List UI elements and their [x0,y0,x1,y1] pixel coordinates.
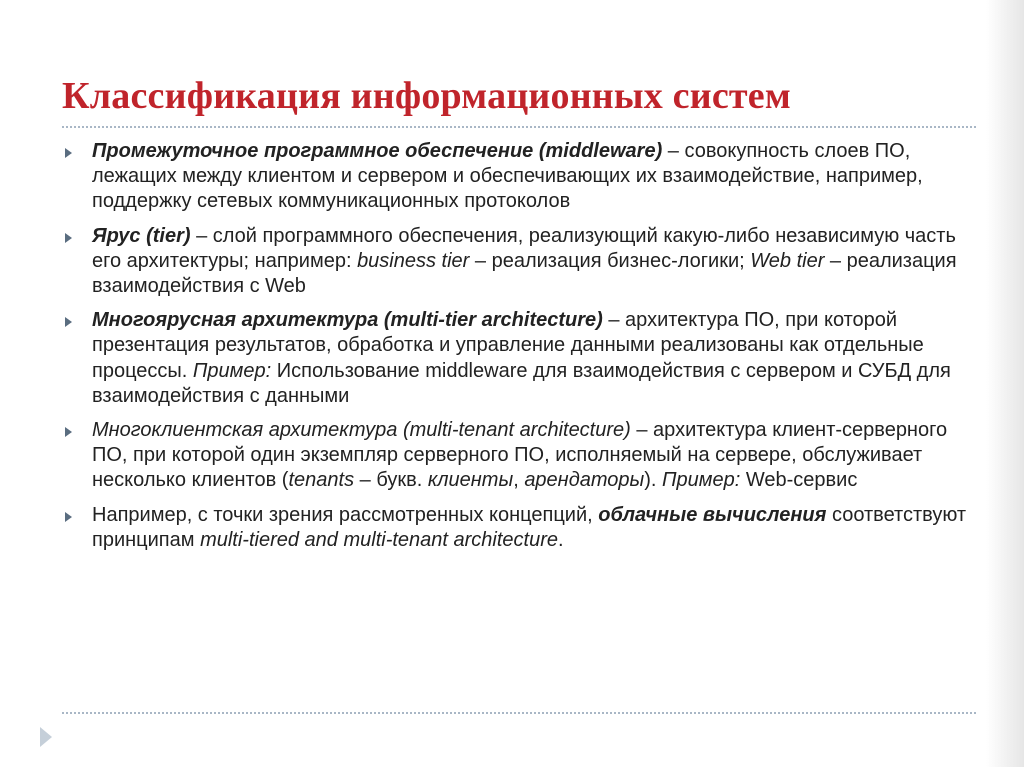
bullet-item [62,224,972,300]
bullet-text-run [598,504,826,526]
footer-divider [62,712,976,714]
bullet-arrow-icon [65,317,72,327]
bullet-text-run: Пример: [662,469,741,492]
bullet-arrow-icon [65,233,72,243]
bullet-arrow-icon [65,148,72,158]
slide-title: Классификация информационных систем [62,75,791,117]
bullet-text-run: Многоярусная архитектура (multi-tier architecture) [92,309,603,332]
slide-edge-shadow [986,0,1024,767]
bullet-text-run: , [513,469,525,492]
bullet-text-run: – букв. [354,469,428,492]
bullet-arrow-icon [65,427,72,437]
bullet-text-run: – слой программного обеспечения, реализующий какую-либо независимую часть его архитектуры; например: [92,224,956,272]
bullet-item [62,308,972,409]
bullet-text-run: business tier [357,249,470,272]
bullet-text-run: – реализация бизнес-логики; [469,249,751,272]
bullet-text-run [92,225,191,247]
bullet-list [62,139,972,562]
bullet-text-run: Ярус (tier) [92,224,191,247]
bullet-text-run [92,140,662,162]
bullet-item [62,418,972,494]
bullet-text-run: – архитектура ПО, при которой презентация результатов, обработка и управление данными реализованы как отдельные процессы. [92,309,924,382]
bullet-text-run: multi-tiered and multi-tenant architecture [200,528,559,551]
bullet-text-run: – совокупность слоев ПО, лежащих между клиентом и сервером и обеспечивающих их взаимодействие, например, поддержку сетевых коммуникационных протоколов [92,140,923,213]
bullet-item [62,503,972,553]
bullet-text-run: клиенты [427,469,514,492]
bullet-text-run: Web tier [750,249,825,272]
bullet-text-run: Многоклиентская архитектура (multi-tenant architecture) [92,419,631,442]
bullet-text-run: Использование middleware для взаимодействия с сервером и СУБД для взаимодействия с данными [92,359,951,407]
bullet-text-run: Пример: [192,359,272,382]
bullet-text-run: облачные вычисления [598,503,827,526]
bullet-text-run: – реализация взаимодействия с Web [92,249,957,298]
bullet-text-run: Web-сервис [740,469,858,492]
bullet-text-run: соответствуют принципам [92,503,967,551]
bullet-text-run: – архитектура клиент-серверного ПО, при которой один экземпляр серверного ПО, исполняемый на сервере, обслуживает несколько клиентов ( [92,419,948,492]
bullet-text-run: . [558,528,564,551]
bullet-text-run: арендаторы [524,469,645,492]
bullet-text-run [92,309,603,331]
bullet-text-run: Промежуточное программное обеспечение (middleware) [92,140,663,162]
title-divider [62,126,976,128]
bullet-text-run: Например, с точки зрения рассмотренных концепций, [92,503,599,526]
bullet-item [62,139,972,215]
nav-arrow-icon[interactable] [40,727,52,747]
bullet-text-run: tenants [288,469,355,492]
bullet-text-run: ). [644,469,663,492]
bullet-arrow-icon [65,512,72,522]
